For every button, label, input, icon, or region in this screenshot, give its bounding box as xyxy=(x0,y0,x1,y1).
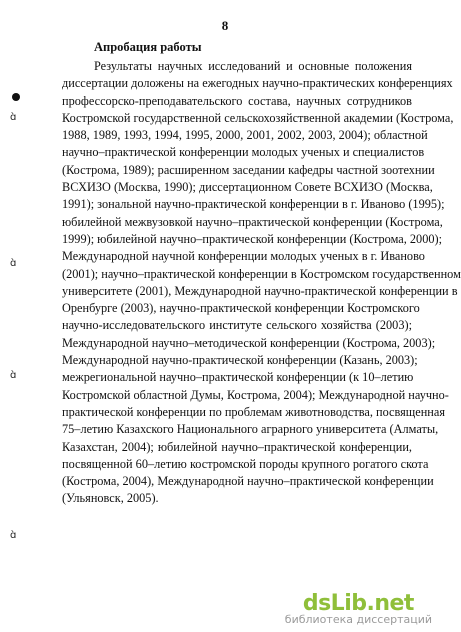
watermark xyxy=(285,591,432,626)
text-line: профессорско-преподавательского состава, научных сотрудников xyxy=(62,93,412,108)
text-line: научно–практической конференции молодых ученых и специалистов xyxy=(62,145,425,160)
text-line: ВСХИЗО (Москва, 1990); диссертационном Совете ВСХИЗО (Москва, xyxy=(62,180,433,195)
text-line: межрегиональной научно–практической конференции (к 10–летию xyxy=(62,370,414,385)
section-heading: Апробация работы xyxy=(94,40,202,54)
text-line: (Ульяновск, 2005). xyxy=(62,491,159,506)
text-line: юбилейной межвузовкой научно–практической конференции (Кострома, xyxy=(62,214,443,229)
binder-hole-dot xyxy=(12,93,20,101)
text-line: Результаты научных исследований и основные положения xyxy=(94,59,412,73)
text-line: диссертации доложены на ежегодных научно-практических конференциях xyxy=(62,76,453,91)
text-line: посвященной 60–летию костромской породы крупного рогатого скота xyxy=(62,456,429,471)
text-line: 1999); юбилейной научно–практической конференции (Кострома, 2000); xyxy=(62,231,443,246)
text-line: Международной научно–методической конференции (Кострома, 2003); xyxy=(62,335,436,350)
margin-mark: ɑ̀ xyxy=(10,530,17,541)
body-text xyxy=(62,58,461,508)
text-line: практической конференции по проблемам животноводства, посвященная xyxy=(62,404,445,419)
text-line: Международной научной конференции молодых ученых в г. Иваново xyxy=(62,249,425,264)
margin-mark: ɑ̀ xyxy=(10,370,17,381)
page-number: 8 xyxy=(221,18,229,33)
watermark-subtitle: библиотека диссертаций xyxy=(284,613,432,626)
text-line: научно-исследовательского институте сельского хозяйства (2003); xyxy=(62,318,412,333)
text-line: (Кострома, 2004), Международной научно–практической конференции xyxy=(62,474,434,489)
text-line: 1991); зональной научно-практической конференции в г. Иваново (1995); xyxy=(62,197,445,212)
text-line: Международной научно-практической конференции (Казань, 2003); xyxy=(62,353,418,368)
margin-mark: ɑ̀ xyxy=(10,112,17,123)
text-line: Костромской областной Думы, Кострома, 2004); Международной научно- xyxy=(62,387,449,402)
text-line: Костромской государственной сельскохозяйственной академии (Кострома, xyxy=(62,110,454,125)
text-line: университете (2001), Международной научно-практической конференции в xyxy=(62,283,458,298)
text-line: Оренбурге (2003), научно-практической конференции Костромского xyxy=(62,301,420,316)
watermark-logo: dsLib.net xyxy=(302,591,414,616)
margin-mark: ɑ̀ xyxy=(10,258,17,269)
text-line: (2001); научно–практической конференции в Костромском государственном xyxy=(62,266,461,281)
text-line: (Кострома, 1989); расширенном заседании кафедры частной зоотехнии xyxy=(62,162,435,177)
text-line: Казахстан, 2004); юбилейной научно–практической конференции, xyxy=(62,439,412,454)
text-line: 1988, 1989, 1993, 1994, 1995, 2000, 2001, 2002, 2003, 2004); областной xyxy=(62,128,428,143)
text-line: 75–летию Казахского Национального аграрного университета (Алматы, xyxy=(62,422,439,437)
